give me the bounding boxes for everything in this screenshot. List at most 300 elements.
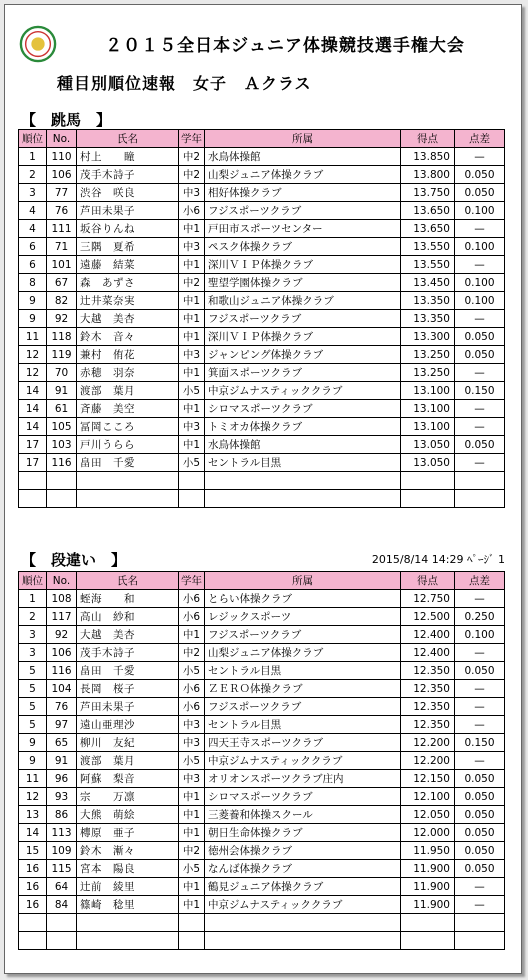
cell-club (205, 472, 401, 490)
page-title: ２０１５全日本ジュニア体操競技選手権大会 (105, 36, 465, 56)
cell-rank: 9 (19, 734, 47, 752)
cell-club: 中京ジムナスティッククラブ (205, 752, 401, 770)
cell-gap: 0.100 (455, 274, 505, 292)
cell-grade: 中1 (179, 436, 205, 454)
cell-grade (179, 472, 205, 490)
cell-score: 12.050 (401, 806, 455, 824)
column-header-name: 氏名 (77, 130, 179, 148)
cell-gap: 0.100 (455, 202, 505, 220)
cell-grade: 小5 (179, 382, 205, 400)
cell-club: 水鳥体操館 (205, 148, 401, 166)
column-header-club: 所属 (205, 130, 401, 148)
cell-number: 105 (47, 418, 77, 436)
cell-name: 遠藤 結菜 (77, 256, 179, 274)
cell-number: 103 (47, 436, 77, 454)
cell-club: なんば体操クラブ (205, 860, 401, 878)
cell-score: 13.350 (401, 292, 455, 310)
cell-number: 116 (47, 662, 77, 680)
cell-score: 13.550 (401, 238, 455, 256)
cell-score: 11.900 (401, 878, 455, 896)
cell-score: 13.850 (401, 148, 455, 166)
table-row (19, 166, 505, 184)
cell-number: 97 (47, 716, 77, 734)
cell-number: 92 (47, 310, 77, 328)
cell-club: シロマスポーツクラブ (205, 400, 401, 418)
cell-number: 106 (47, 166, 77, 184)
section-title-uneven-bars: 【 段違い 】 (21, 551, 127, 569)
table-row (19, 752, 505, 770)
table-row (19, 644, 505, 662)
column-header-score: 得点 (401, 130, 455, 148)
cell-grade: 小5 (179, 860, 205, 878)
cell-club: 朝日生命体操クラブ (205, 824, 401, 842)
cell-number: 104 (47, 680, 77, 698)
cell-name: 斉藤 美空 (77, 400, 179, 418)
cell-rank: 4 (19, 220, 47, 238)
cell-rank (19, 914, 47, 932)
cell-grade: 中3 (179, 770, 205, 788)
cell-grade: 小6 (179, 590, 205, 608)
cell-club (205, 932, 401, 950)
cell-name: 畠田 千愛 (77, 662, 179, 680)
cell-number: 70 (47, 364, 77, 382)
cell-club: フジスポーツクラブ (205, 698, 401, 716)
table-row (19, 454, 505, 472)
cell-name: 槫原 亜子 (77, 824, 179, 842)
cell-club: 戸田市スポーツセンター (205, 220, 401, 238)
cell-gap: — (455, 698, 505, 716)
cell-grade: 小5 (179, 662, 205, 680)
cell-club: フジスポーツクラブ (205, 202, 401, 220)
cell-grade: 小6 (179, 608, 205, 626)
cell-club: セントラル目黒 (205, 662, 401, 680)
column-header-number: No. (47, 572, 77, 590)
cell-name: 茂手木詩子 (77, 166, 179, 184)
section-title-vault: 【 跳馬 】 (21, 111, 112, 129)
federation-emblem-icon (19, 25, 57, 63)
cell-grade: 中2 (179, 166, 205, 184)
cell-club: セントラル目黒 (205, 716, 401, 734)
cell-gap: 0.050 (455, 436, 505, 454)
table-row (19, 202, 505, 220)
table-row (19, 292, 505, 310)
column-header-gap: 点差 (455, 130, 505, 148)
cell-number: 110 (47, 148, 77, 166)
table-row (19, 148, 505, 166)
cell-number (47, 472, 77, 490)
table-row (19, 680, 505, 698)
cell-club: フジスポーツクラブ (205, 310, 401, 328)
cell-grade (179, 914, 205, 932)
cell-club: 箕面スポーツクラブ (205, 364, 401, 382)
column-header-rank: 順位 (19, 572, 47, 590)
cell-name: 芦田未果子 (77, 202, 179, 220)
cell-rank: 5 (19, 716, 47, 734)
cell-name (77, 932, 179, 950)
cell-number: 65 (47, 734, 77, 752)
cell-score: 13.350 (401, 310, 455, 328)
table-row (19, 698, 505, 716)
table-row (19, 770, 505, 788)
cell-number: 86 (47, 806, 77, 824)
cell-rank: 12 (19, 364, 47, 382)
cell-name: 赤穂 羽奈 (77, 364, 179, 382)
cell-club: 聖望学園体操クラブ (205, 274, 401, 292)
cell-gap: 0.050 (455, 328, 505, 346)
cell-club: 鶴見ジュニア体操クラブ (205, 878, 401, 896)
table-row (19, 238, 505, 256)
table-row (19, 490, 505, 508)
cell-number: 61 (47, 400, 77, 418)
cell-score: 13.100 (401, 400, 455, 418)
cell-score: 11.900 (401, 860, 455, 878)
cell-name (77, 472, 179, 490)
cell-gap: 0.050 (455, 788, 505, 806)
cell-grade (179, 490, 205, 508)
cell-rank: 9 (19, 292, 47, 310)
cell-name: 戸川うらら (77, 436, 179, 454)
cell-grade: 中3 (179, 184, 205, 202)
cell-score: 12.200 (401, 734, 455, 752)
cell-name (77, 490, 179, 508)
cell-name: 渡部 葉月 (77, 382, 179, 400)
cell-number: 71 (47, 238, 77, 256)
cell-score: 13.100 (401, 418, 455, 436)
cell-grade: 小6 (179, 680, 205, 698)
cell-name: 渡部 葉月 (77, 752, 179, 770)
cell-score: 12.400 (401, 644, 455, 662)
table-row (19, 626, 505, 644)
cell-gap: — (455, 752, 505, 770)
cell-score: 13.300 (401, 328, 455, 346)
cell-score: 13.100 (401, 382, 455, 400)
cell-name: 村上 瞳 (77, 148, 179, 166)
cell-club: オリオンスポーツクラブ庄内 (205, 770, 401, 788)
cell-gap: 0.050 (455, 662, 505, 680)
cell-grade: 中2 (179, 274, 205, 292)
cell-grade: 中1 (179, 400, 205, 418)
cell-score: 12.350 (401, 680, 455, 698)
cell-rank: 2 (19, 608, 47, 626)
column-header-number: No. (47, 130, 77, 148)
cell-club: レジックスポーツ (205, 608, 401, 626)
column-header-grade: 学年 (179, 130, 205, 148)
table-row (19, 256, 505, 274)
cell-name: 宗 万凛 (77, 788, 179, 806)
cell-number (47, 490, 77, 508)
table-row (19, 878, 505, 896)
cell-grade: 小5 (179, 454, 205, 472)
cell-rank: 5 (19, 698, 47, 716)
cell-gap: 0.100 (455, 626, 505, 644)
cell-gap: 0.050 (455, 860, 505, 878)
cell-grade: 中1 (179, 256, 205, 274)
cell-score (401, 932, 455, 950)
cell-gap: — (455, 310, 505, 328)
cell-gap: — (455, 716, 505, 734)
cell-rank: 17 (19, 454, 47, 472)
cell-grade: 中3 (179, 716, 205, 734)
cell-gap: — (455, 590, 505, 608)
cell-score: 12.350 (401, 716, 455, 734)
cell-club: 水鳥体操館 (205, 436, 401, 454)
column-header-rank: 順位 (19, 130, 47, 148)
cell-grade: 中2 (179, 842, 205, 860)
cell-number: 118 (47, 328, 77, 346)
cell-number: 76 (47, 698, 77, 716)
cell-name: 森 あずさ (77, 274, 179, 292)
table-row (19, 382, 505, 400)
cell-rank: 14 (19, 400, 47, 418)
cell-rank: 1 (19, 590, 47, 608)
cell-score: 13.750 (401, 184, 455, 202)
cell-rank: 1 (19, 148, 47, 166)
cell-club: 山梨ジュニア体操クラブ (205, 166, 401, 184)
cell-club: 四天王寺スポーツクラブ (205, 734, 401, 752)
cell-gap: 0.250 (455, 608, 505, 626)
cell-grade: 小5 (179, 752, 205, 770)
table-row (19, 436, 505, 454)
cell-rank: 14 (19, 382, 47, 400)
cell-grade: 中3 (179, 238, 205, 256)
cell-score: 12.350 (401, 662, 455, 680)
cell-rank: 16 (19, 896, 47, 914)
cell-grade: 中1 (179, 896, 205, 914)
cell-name: 宮本 陽良 (77, 860, 179, 878)
cell-gap: — (455, 220, 505, 238)
cell-grade: 小6 (179, 202, 205, 220)
table-row (19, 472, 505, 490)
cell-gap: 0.050 (455, 824, 505, 842)
cell-gap: — (455, 256, 505, 274)
cell-grade: 中1 (179, 310, 205, 328)
cell-gap: 0.050 (455, 842, 505, 860)
cell-gap: 0.150 (455, 382, 505, 400)
cell-number: 92 (47, 626, 77, 644)
cell-gap: — (455, 896, 505, 914)
table-row (19, 220, 505, 238)
cell-club (205, 490, 401, 508)
cell-number: 67 (47, 274, 77, 292)
cell-gap: — (455, 680, 505, 698)
print-timestamp: 2015/8/14 14:29 ﾍﾟｰｼﾞ 1 (371, 553, 505, 566)
cell-name: 渋谷 咲良 (77, 184, 179, 202)
cell-name: 鈴木 漸々 (77, 842, 179, 860)
cell-gap: 0.050 (455, 770, 505, 788)
cell-club: 山梨ジュニア体操クラブ (205, 644, 401, 662)
cell-name: 遠山亜理沙 (77, 716, 179, 734)
column-header-score: 得点 (401, 572, 455, 590)
cell-rank: 6 (19, 238, 47, 256)
cell-grade: 中3 (179, 734, 205, 752)
cell-name (77, 914, 179, 932)
cell-name: 畠田 千愛 (77, 454, 179, 472)
cell-gap: — (455, 400, 505, 418)
cell-rank: 14 (19, 418, 47, 436)
cell-score: 13.250 (401, 364, 455, 382)
cell-number: 108 (47, 590, 77, 608)
cell-rank: 4 (19, 202, 47, 220)
cell-score: 12.400 (401, 626, 455, 644)
cell-number: 117 (47, 608, 77, 626)
cell-name: 鈴木 音々 (77, 328, 179, 346)
cell-club: 中京ジムナスティッククラブ (205, 896, 401, 914)
cell-grade: 中1 (179, 220, 205, 238)
table-row (19, 806, 505, 824)
table-row (19, 310, 505, 328)
cell-score: 13.050 (401, 454, 455, 472)
cell-gap (455, 490, 505, 508)
cell-grade (179, 932, 205, 950)
cell-gap: 0.050 (455, 806, 505, 824)
cell-score: 12.150 (401, 770, 455, 788)
cell-rank: 12 (19, 788, 47, 806)
cell-number: 64 (47, 878, 77, 896)
cell-club: 相好体操クラブ (205, 184, 401, 202)
cell-name: 芦田未果子 (77, 698, 179, 716)
cell-rank: 14 (19, 824, 47, 842)
cell-gap: — (455, 454, 505, 472)
cell-number: 84 (47, 896, 77, 914)
column-header-gap: 点差 (455, 572, 505, 590)
cell-grade: 中1 (179, 824, 205, 842)
cell-club: 和歌山ジュニア体操クラブ (205, 292, 401, 310)
cell-name: 冨岡こころ (77, 418, 179, 436)
table-row (19, 328, 505, 346)
cell-club: トミオカ体操クラブ (205, 418, 401, 436)
cell-number: 101 (47, 256, 77, 274)
cell-number (47, 932, 77, 950)
cell-number: 111 (47, 220, 77, 238)
cell-club: とらい体操クラブ (205, 590, 401, 608)
cell-club: ジャンピング体操クラブ (205, 346, 401, 364)
cell-number: 76 (47, 202, 77, 220)
cell-score (401, 490, 455, 508)
cell-score: 13.650 (401, 202, 455, 220)
cell-name: 大熊 萌絵 (77, 806, 179, 824)
cell-number: 93 (47, 788, 77, 806)
cell-rank: 9 (19, 752, 47, 770)
cell-grade: 中2 (179, 644, 205, 662)
cell-number: 106 (47, 644, 77, 662)
cell-number: 96 (47, 770, 77, 788)
cell-rank (19, 490, 47, 508)
cell-number: 115 (47, 860, 77, 878)
cell-name: 篠崎 稔里 (77, 896, 179, 914)
table-row (19, 590, 505, 608)
cell-rank: 11 (19, 770, 47, 788)
table-row (19, 184, 505, 202)
cell-number: 109 (47, 842, 77, 860)
table-row (19, 418, 505, 436)
table-row (19, 662, 505, 680)
cell-rank (19, 472, 47, 490)
cell-number: 113 (47, 824, 77, 842)
cell-number: 77 (47, 184, 77, 202)
uneven-bars-results-table (18, 571, 505, 950)
table-row (19, 842, 505, 860)
cell-gap: 0.100 (455, 238, 505, 256)
cell-gap: 0.050 (455, 346, 505, 364)
page-subtitle: 種目別順位速報 女子 Ａクラス (57, 74, 312, 93)
cell-score (401, 472, 455, 490)
cell-score: 13.800 (401, 166, 455, 184)
cell-club: フジスポーツクラブ (205, 626, 401, 644)
cell-grade: 中1 (179, 626, 205, 644)
cell-club (205, 914, 401, 932)
cell-number (47, 914, 77, 932)
cell-score: 12.500 (401, 608, 455, 626)
cell-grade: 中2 (179, 148, 205, 166)
cell-grade: 中1 (179, 878, 205, 896)
cell-name: 坂谷りんね (77, 220, 179, 238)
cell-name: 茂手木詩子 (77, 644, 179, 662)
cell-grade: 中1 (179, 806, 205, 824)
table-row (19, 788, 505, 806)
table-row (19, 346, 505, 364)
cell-name: 阿蘇 梨音 (77, 770, 179, 788)
table-row (19, 914, 505, 932)
cell-gap: — (455, 644, 505, 662)
cell-number: 119 (47, 346, 77, 364)
cell-number: 82 (47, 292, 77, 310)
cell-grade: 中3 (179, 346, 205, 364)
cell-score: 13.450 (401, 274, 455, 292)
cell-score: 12.100 (401, 788, 455, 806)
cell-name: 蛭海 和 (77, 590, 179, 608)
column-header-name: 氏名 (77, 572, 179, 590)
cell-club: セントラル目黒 (205, 454, 401, 472)
cell-club: 中京ジムナスティッククラブ (205, 382, 401, 400)
table-row (19, 400, 505, 418)
table-row (19, 364, 505, 382)
cell-club: ＺＥＲＯ体操クラブ (205, 680, 401, 698)
cell-rank: 5 (19, 680, 47, 698)
cell-score: 13.250 (401, 346, 455, 364)
cell-score: 12.350 (401, 698, 455, 716)
cell-club: 三菱養和体操スクール (205, 806, 401, 824)
cell-name: 兼村 侑花 (77, 346, 179, 364)
cell-gap: — (455, 364, 505, 382)
cell-gap: 0.050 (455, 166, 505, 184)
cell-gap: 0.050 (455, 184, 505, 202)
cell-club: ペスク体操クラブ (205, 238, 401, 256)
cell-grade: 小6 (179, 698, 205, 716)
cell-score: 12.750 (401, 590, 455, 608)
table-row (19, 608, 505, 626)
cell-gap (455, 932, 505, 950)
cell-club: 深川ＶＩＰ体操クラブ (205, 256, 401, 274)
column-header-club: 所属 (205, 572, 401, 590)
table-header-row (19, 130, 505, 148)
cell-gap (455, 472, 505, 490)
cell-gap: 0.150 (455, 734, 505, 752)
column-header-grade: 学年 (179, 572, 205, 590)
cell-rank: 9 (19, 310, 47, 328)
cell-rank: 8 (19, 274, 47, 292)
cell-grade: 中3 (179, 418, 205, 436)
cell-name: 三隅 夏希 (77, 238, 179, 256)
cell-grade: 中1 (179, 364, 205, 382)
cell-rank: 3 (19, 626, 47, 644)
cell-rank: 17 (19, 436, 47, 454)
table-row (19, 860, 505, 878)
cell-name: 大越 美杏 (77, 310, 179, 328)
cell-score: 12.000 (401, 824, 455, 842)
cell-rank: 15 (19, 842, 47, 860)
cell-name: 高山 紗和 (77, 608, 179, 626)
cell-rank: 16 (19, 878, 47, 896)
